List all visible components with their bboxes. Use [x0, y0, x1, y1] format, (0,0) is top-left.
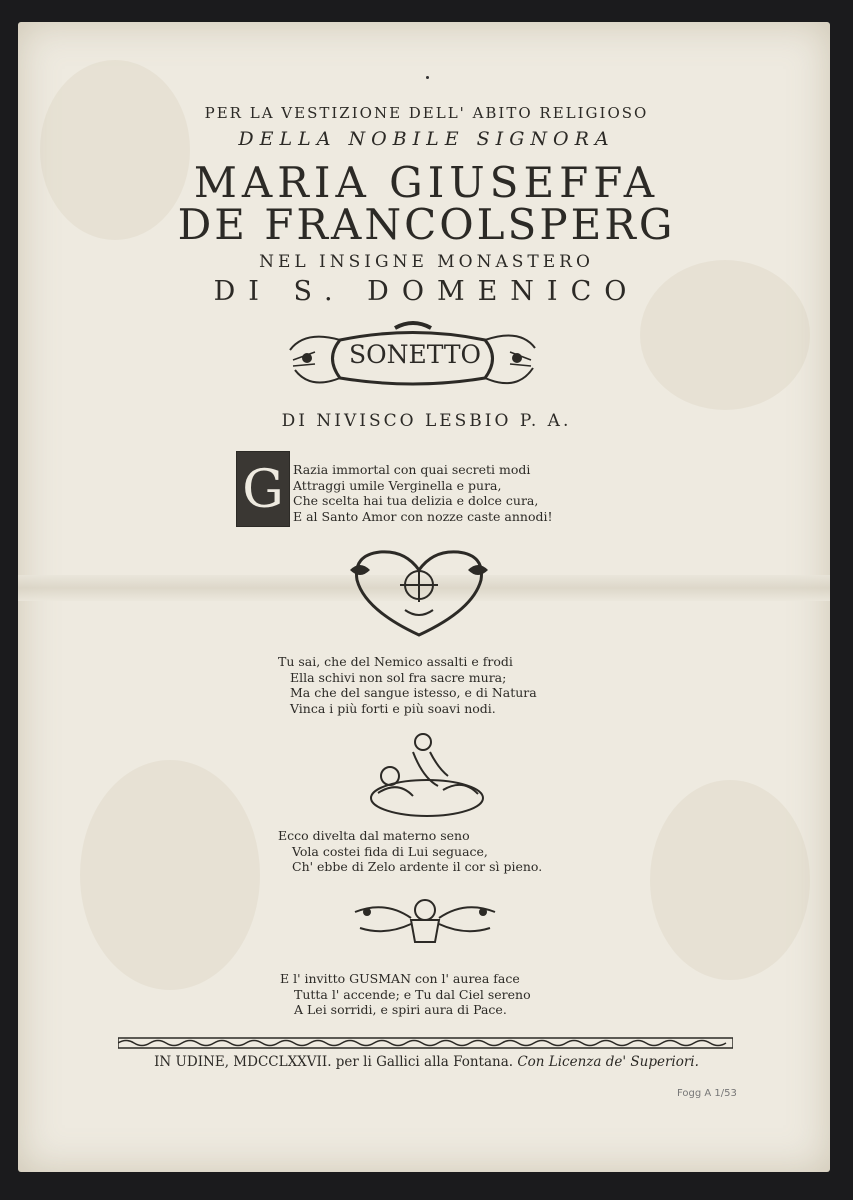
- heading-saint: DI S. DOMENICO: [213, 276, 640, 307]
- ink-dot: [426, 76, 429, 79]
- stanza-3: [278, 828, 542, 875]
- verse-line: A Lei sorridi, e spiri aura di Pace.: [294, 1002, 507, 1017]
- heading-occasion: PER LA VESTIZIONE DELL' ABITO RELIGIOSO: [204, 104, 649, 122]
- stanza-4: [280, 971, 531, 1018]
- verse-line: Ella schivi non sol fra sacre mura;: [290, 669, 507, 685]
- heading-name-family: DE FRANCOLSPERG: [177, 200, 676, 249]
- verse-line: Che scelta hai tua delizia e dolce cura,: [293, 493, 539, 508]
- verse-line: Tutta l' accende; e Tu dal Ciel sereno: [294, 986, 531, 1002]
- verse-line: E al Santo Amor con nozze caste annodi!: [293, 508, 553, 524]
- imprint-place-date: IN UDINE, MDCCLXXVII. per li Gallici alla Fontana.: [154, 1054, 514, 1070]
- stain: [80, 760, 260, 990]
- verse-line: Attraggi umile Verginella e pura,: [293, 477, 502, 493]
- sonetto-title: SONETTO: [348, 340, 482, 369]
- verse-line: Vinca i più forti e più soavi nodi.: [290, 700, 496, 716]
- verse-line: Tu sai, che del Nemico assalti e frodi: [278, 654, 513, 669]
- decorative-border-rule: [118, 1037, 733, 1049]
- stanza-2: [278, 654, 537, 716]
- drop-cap: G: [236, 451, 290, 527]
- imprint-license: Con Licenza de' Superiori.: [517, 1054, 699, 1070]
- cherub-vignette: [368, 728, 486, 820]
- heading-monastery: NEL INSIGNE MONASTERO: [259, 252, 594, 272]
- author-line: DI NIVISCO LESBIO P. A.: [281, 411, 572, 431]
- verse-line: E l' invitto GUSMAN con l' aurea face: [280, 971, 520, 986]
- floral-basket-ornament: [345, 890, 505, 948]
- verse-line: Ch' ebbe di Zelo ardente il cor sì pieno.: [292, 859, 543, 874]
- verse-line: Ma che del sangue istesso, e di Natura: [290, 685, 537, 700]
- heading-lady: DELLA NOBILE SIGNORA: [238, 128, 615, 150]
- stanza-1: [293, 462, 553, 524]
- heart-cartouche-ornament: [345, 540, 493, 640]
- verse-line: Razia immortal con quai secreti modi: [293, 462, 531, 477]
- verse-line: Vola costei fida di Lui seguace,: [292, 843, 488, 859]
- archive-shelfmark: Fogg A 1/53: [677, 1088, 737, 1099]
- imprint-line: [0, 1054, 853, 1070]
- heading-name-first: MARIA GIUSEFFA: [193, 158, 660, 207]
- stain: [650, 780, 810, 980]
- verse-line: Ecco divelta dal materno seno: [278, 828, 470, 843]
